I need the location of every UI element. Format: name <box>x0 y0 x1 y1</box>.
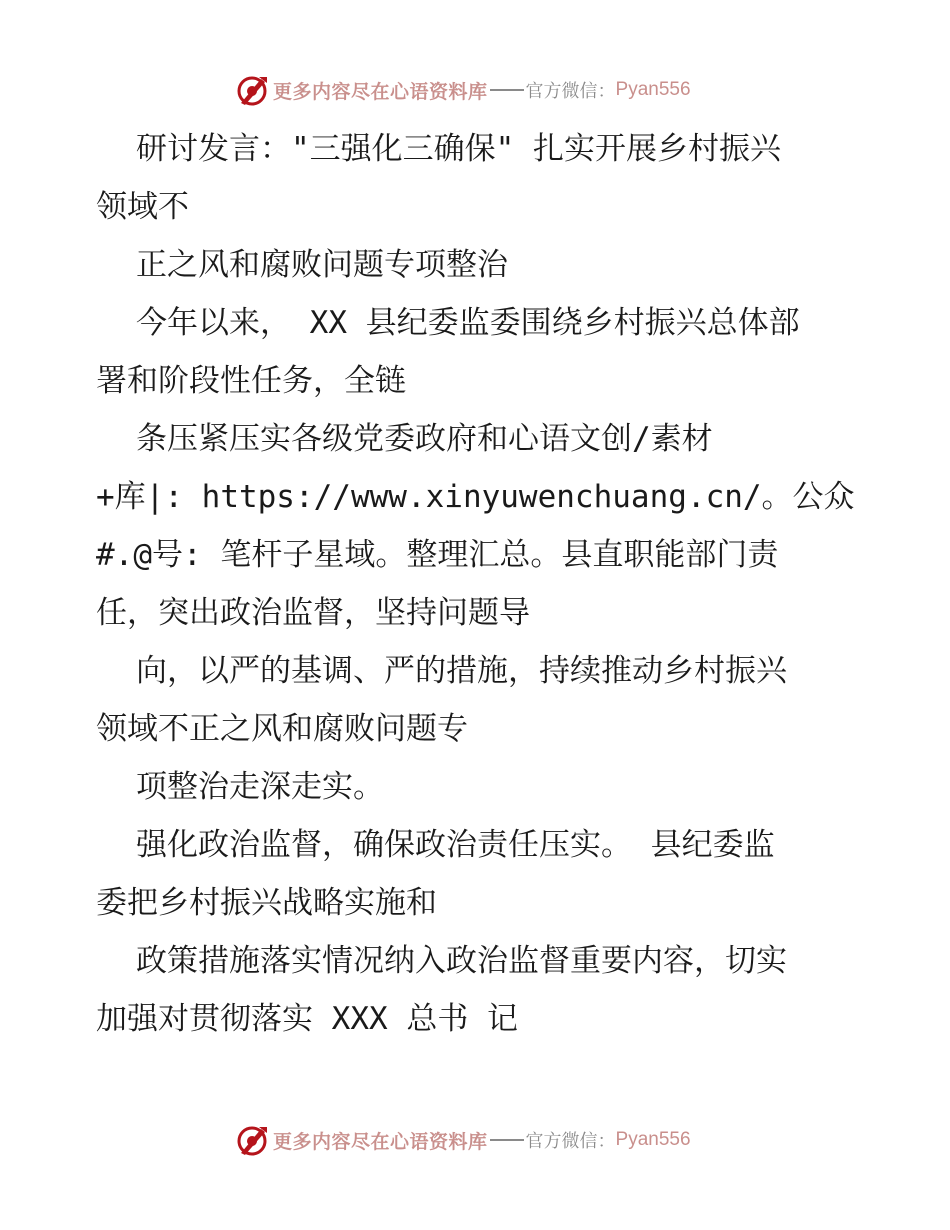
body-line: 署和阶段性任务，全链 <box>96 363 406 399</box>
footer-dash-divider <box>490 1139 524 1141</box>
body-line: 领域不 <box>96 189 189 225</box>
body-line: #.@号: 笔杆子星域。整理汇总。县直职能部门责 <box>96 537 779 573</box>
footer-banner <box>235 1122 691 1158</box>
document-body <box>96 120 876 1048</box>
body-line: 政策措施落实情况纳入政治监督重要内容，切实 <box>136 943 787 979</box>
body-line: 委把乡村振兴战略实施和 <box>96 885 437 921</box>
header-dash-divider <box>490 89 524 91</box>
header-wechat-id: Pyan556 <box>615 79 691 100</box>
pen-logo-icon <box>235 1123 269 1157</box>
body-line: +库|: https://www.xinyuwenchuang.cn/。公众 <box>96 479 855 515</box>
footer-brand-text: 更多内容尽在心语资料库 <box>273 1130 488 1153</box>
footer-wechat-id: Pyan556 <box>615 1129 691 1150</box>
body-line: 领域不正之风和腐败问题专 <box>96 711 468 747</box>
body-line: 任，突出政治监督，坚持问题导 <box>96 595 530 631</box>
footer-wechat-label: 官方微信： <box>525 1131 616 1152</box>
body-line: 向，以严的基调、严的措施，持续推动乡村振兴 <box>136 653 787 689</box>
header-wechat-label: 官方微信： <box>525 81 616 102</box>
header-brand-text: 更多内容尽在心语资料库 <box>273 80 488 103</box>
body-line: 今年以来， XX 县纪委监委围绕乡村振兴总体部 <box>136 305 800 341</box>
body-line: 条压紧压实各级党委政府和心语文创/素材 <box>136 421 713 457</box>
body-line: 项整治走深走实。 <box>136 769 384 805</box>
body-line: 强化政治监督，确保政治责任压实。 县纪委监 <box>136 827 775 863</box>
pen-logo-icon <box>235 73 269 107</box>
header-banner <box>235 72 691 108</box>
body-line: 正之风和腐败问题专项整治 <box>136 247 508 283</box>
body-line: 研讨发言："三强化三确保" 扎实开展乡村振兴 <box>136 131 781 167</box>
body-line: 加强对贯彻落实 XXX 总书 记 <box>96 1001 518 1037</box>
